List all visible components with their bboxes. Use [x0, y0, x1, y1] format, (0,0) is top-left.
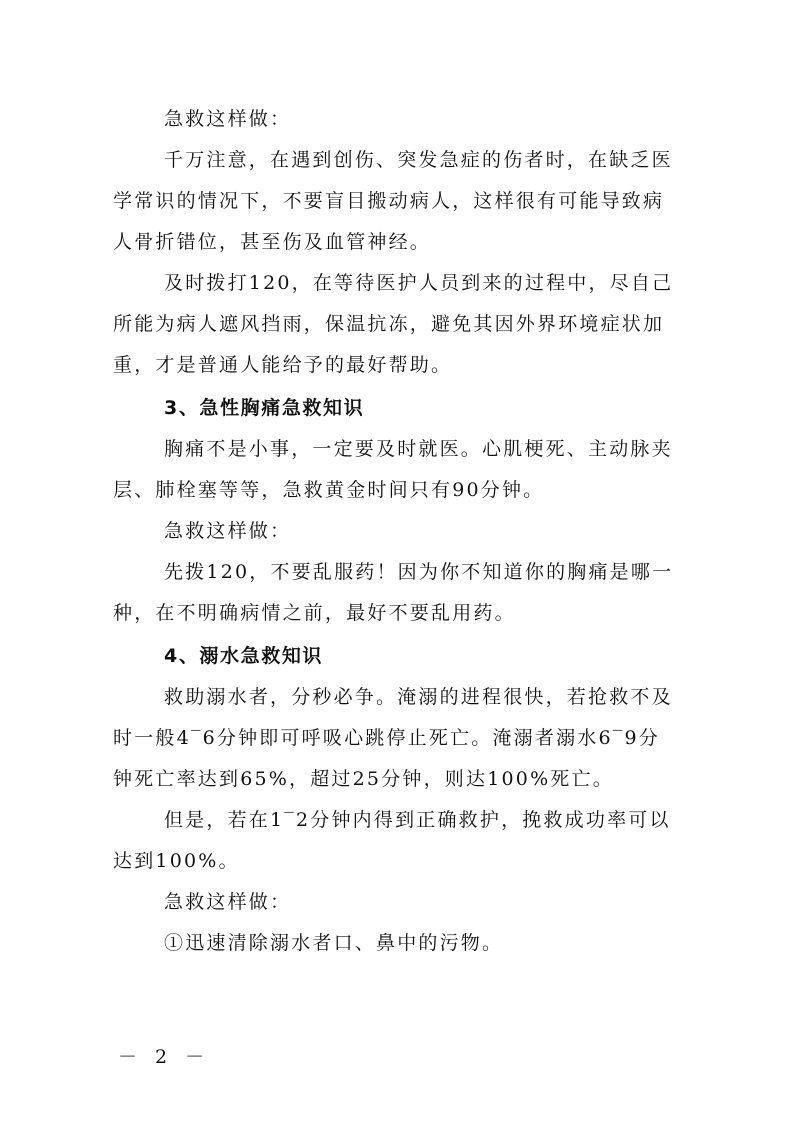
- paragraph-line: 钟死亡率达到65%，超过25分钟，则达100%死亡。: [113, 768, 614, 790]
- paragraph-line: 及时拨打120，在等待医护人员到来的过程中，尽自己: [164, 272, 674, 294]
- paragraph-line: 达到100%。: [113, 850, 240, 872]
- page-number: － 2 －: [118, 1046, 211, 1068]
- paragraph-line: 先拨120，不要乱服药！因为你不知道你的胸痛是哪一: [164, 561, 674, 583]
- list-item-step-1: ①迅速清除溺水者口、鼻中的污物。: [164, 932, 504, 954]
- paragraph-line: 层、肺栓塞等等，急救黄金时间只有90分钟。: [113, 479, 545, 501]
- paragraph-line: 所能为病人遮风挡雨，保温抗冻，避免其因外界环境症状加: [113, 313, 665, 335]
- section-heading-chest-pain: 3、急性胸痛急救知识: [164, 397, 365, 419]
- paragraph-line: 重，才是普通人能给予的最好帮助。: [113, 354, 453, 376]
- subheading-first-aid-2: 急救这样做：: [164, 520, 292, 542]
- paragraph-line: 时一般4‾6分钟即可呼吸心跳停止死亡。淹溺者溺水6‾9分: [113, 727, 660, 749]
- paragraph-line: 救助溺水者，分秒必争。淹溺的进程很快，若抢救不及: [164, 686, 673, 708]
- paragraph-line: 学常识的情况下，不要盲目搬动病人，这样很有可能导致病: [113, 190, 665, 212]
- section-heading-drowning: 4、溺水急救知识: [164, 645, 324, 667]
- paragraph-line: 千万注意，在遇到创伤、突发急症的伤者时，在缺乏医: [164, 149, 673, 171]
- paragraph-line: 人骨折错位，甚至伤及血管神经。: [113, 231, 432, 253]
- paragraph-line: 胸痛不是小事，一定要及时就医。心肌梗死、主动脉夹: [164, 438, 673, 460]
- subheading-first-aid-1: 急救这样做：: [164, 108, 292, 130]
- subheading-first-aid-3: 急救这样做：: [164, 891, 292, 913]
- paragraph-line: 种，在不明确病情之前，最好不要乱用药。: [113, 602, 516, 624]
- paragraph-line: 但是，若在1‾2分钟内得到正确救护，挽救成功率可以: [164, 809, 671, 831]
